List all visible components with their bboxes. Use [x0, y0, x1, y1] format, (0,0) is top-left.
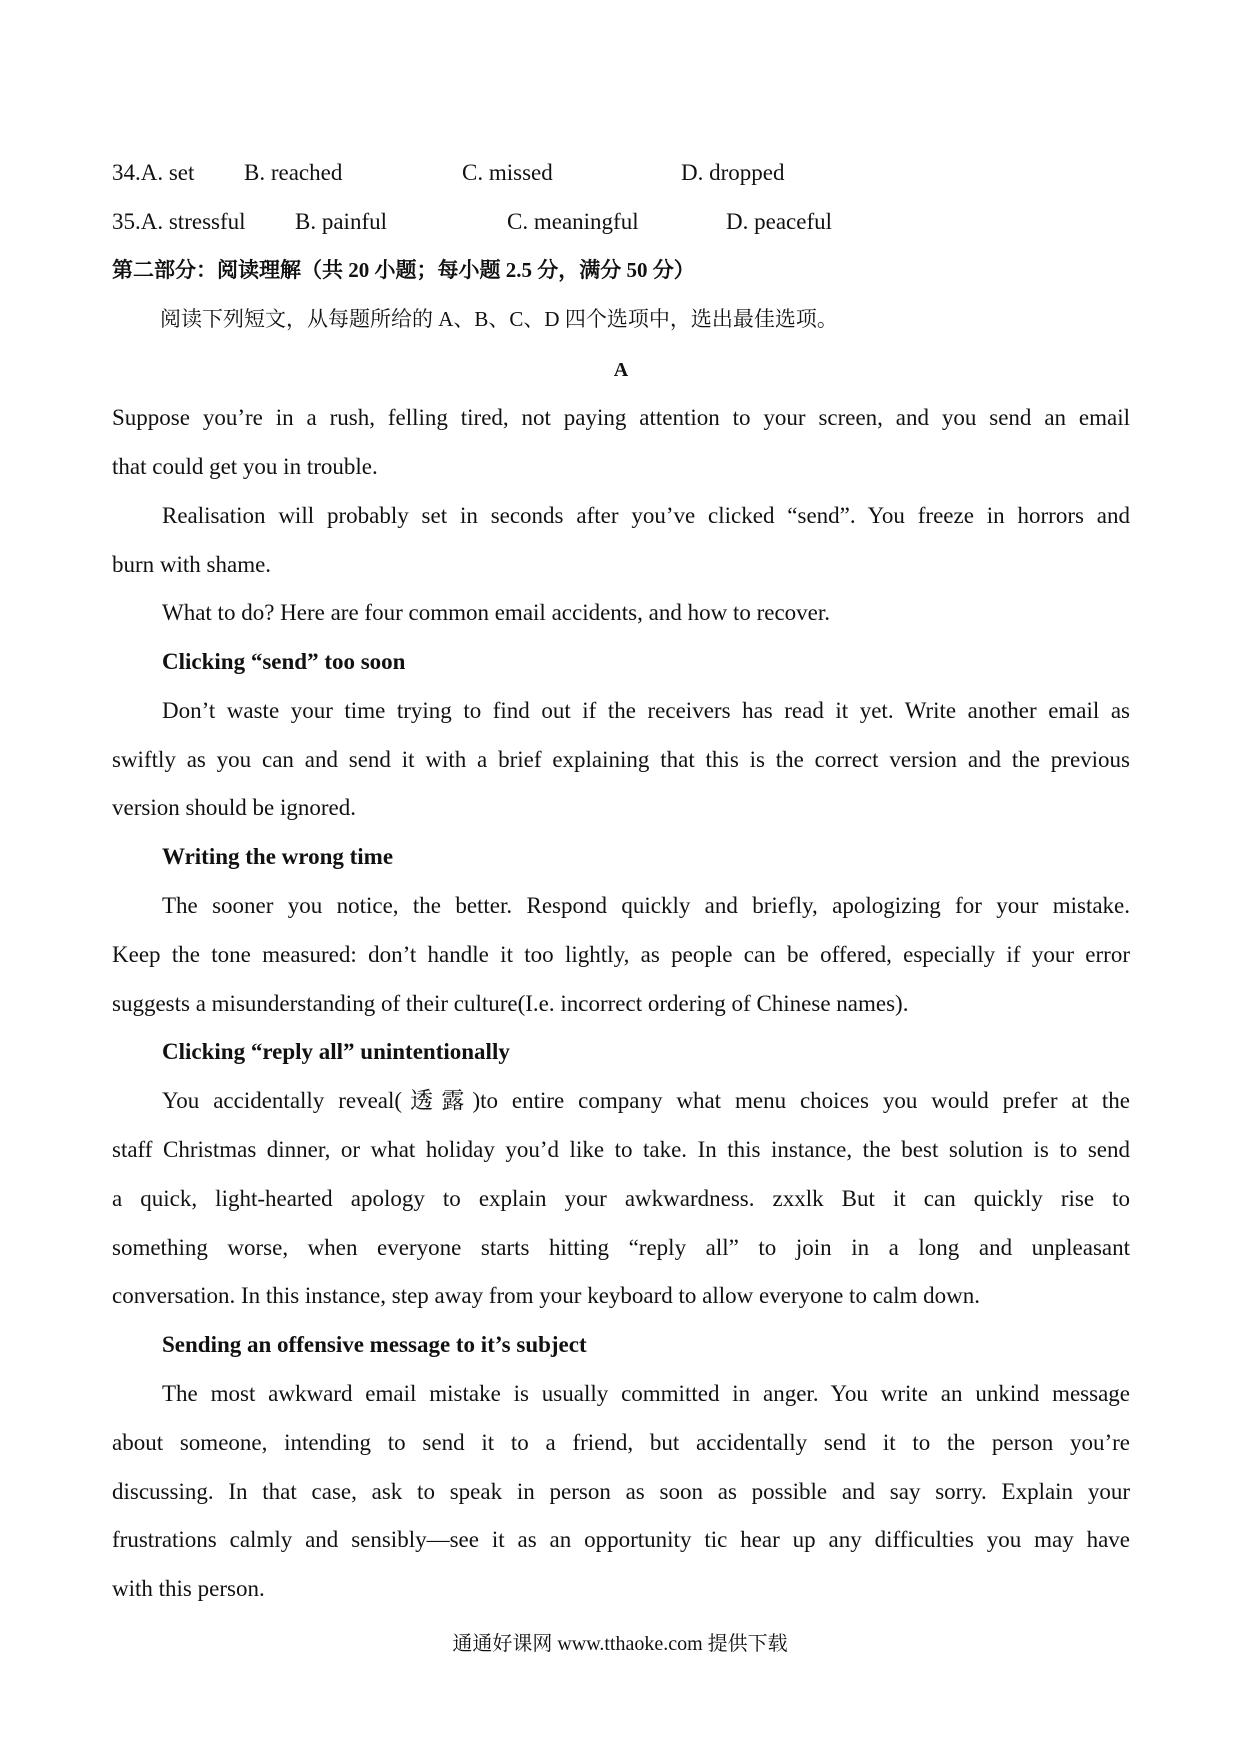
q35-option-c: C. meaningful — [507, 209, 639, 234]
passage-line: The most awkward email mistake is usually committed in anger. You write an unkind message — [162, 1381, 1130, 1406]
subheading: Clicking “send” too soon — [162, 649, 406, 674]
q34-option-b: B. reached — [244, 160, 343, 185]
passage-line: Realisation will probably set in seconds after you’ve clicked “send”. You freeze in horrors and — [162, 503, 1130, 528]
passage-line: The sooner you notice, the better. Respond quickly and briefly, apologizing for your mistake. — [162, 893, 1130, 918]
passage-line: swiftly as you can and send it with a brief explaining that this is the correct version and the previous — [112, 747, 1130, 772]
q35-option-d: D. peaceful — [726, 209, 832, 234]
passage-line: Keep the tone measured: don’t handle it too lightly, as people can be offered, especially if your error — [112, 942, 1130, 967]
page-footer: 通通好课网 www.tthaoke.com 提供下载 — [452, 1633, 788, 1655]
passage-label: A — [613, 359, 629, 381]
passage-line: What to do? Here are four common email accidents, and how to recover. — [162, 600, 831, 625]
passage-line: version should be ignored. — [112, 795, 357, 820]
subheading: Clicking “reply all” unintentionally — [162, 1039, 510, 1064]
passage-line: Suppose you’re in a rush, felling tired, not paying attention to your screen, and you send an email — [112, 405, 1130, 430]
passage-line: frustrations calmly and sensibly—see it as an opportunity tic hear up any difficulties you may have — [112, 1527, 1130, 1552]
q35-option-b: B. painful — [295, 209, 387, 234]
passage-line: suggests a misunderstanding of their culture(I.e. incorrect ordering of Chinese names). — [112, 991, 909, 1016]
passage-line: a quick, light-hearted apology to explain your awkwardness. zxxlk But it can quickly rise to — [112, 1186, 1130, 1211]
passage-line: about someone, intending to send it to a friend, but accidentally send it to the person you’re — [112, 1430, 1130, 1455]
instruction: 阅读下列短文，从每题所给的 A、B、C、D 四个选项中，选出最佳选项。 — [160, 307, 838, 331]
passage-line: with this person. — [112, 1576, 265, 1601]
passage-line: something worse, when everyone starts hitting “reply all” to join in a long and unpleasant — [112, 1235, 1130, 1260]
subheading: Sending an offensive message to it’s subject — [162, 1332, 587, 1357]
passage-line: discussing. In that case, ask to speak in person as soon as possible and say sorry. Explain your — [112, 1479, 1130, 1504]
passage-line: that could get you in trouble. — [112, 454, 378, 479]
q34-option-d: D. dropped — [681, 160, 785, 185]
passage-line: Don’t waste your time trying to find out if the receivers has read it yet. Write another email as — [162, 698, 1130, 723]
passage-line: conversation. In this instance, step away from your keyboard to allow everyone to calm down. — [112, 1283, 981, 1308]
subheading: Writing the wrong time — [162, 844, 394, 869]
passage-line: staff Christmas dinner, or what holiday you’d like to take. In this instance, the best solution is to send — [112, 1137, 1130, 1162]
q35-option-a: 35.A. stressful — [112, 209, 246, 234]
q34-option-c: C. missed — [462, 160, 553, 185]
passage-line: burn with shame. — [112, 552, 272, 577]
q34-option-a: 34.A. set — [112, 160, 195, 185]
passage-line: You accidentally reveal(透露)to entire company what menu choices you would prefer at the — [162, 1088, 1130, 1113]
section-heading: 第二部分：阅读理解（共 20 小题；每小题 2.5 分，满分 50 分） — [112, 258, 695, 282]
